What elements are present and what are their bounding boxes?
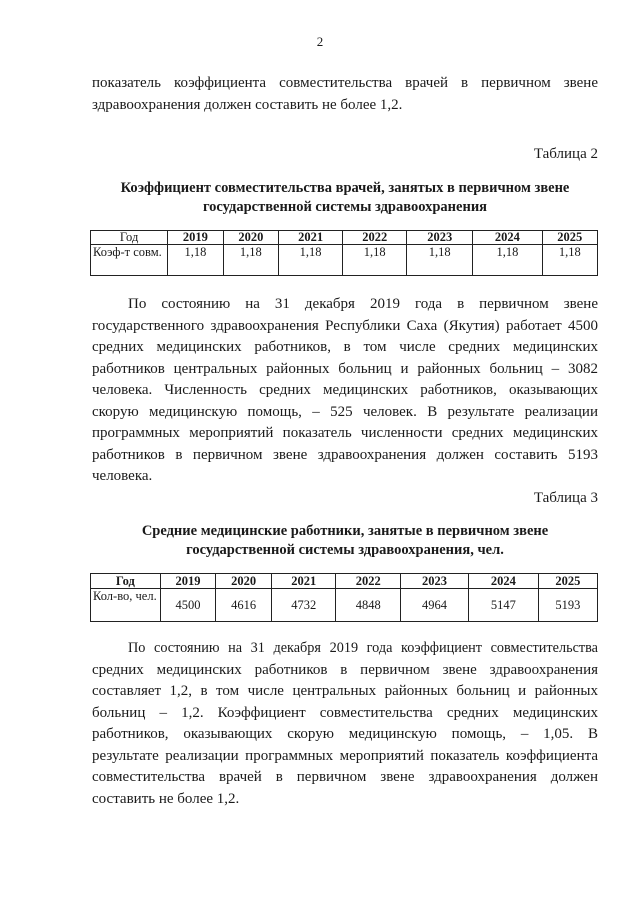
header-cell: 2023 [407,231,473,245]
value-cell: 1,18 [223,245,278,276]
row-label: Кол-во, чел. [91,589,161,622]
header-cell: 2019 [160,574,216,589]
table-header-row [91,231,598,245]
value-cell: 5193 [538,589,597,622]
paragraph-line: скорую медицинскую помощь, – 525 человек. В результате реализации [92,403,598,420]
table-row [91,245,598,276]
paragraph-line: государственного здравоохранения Республики Саха (Якутия) работает 4500 [92,317,598,334]
header-cell: 2020 [223,231,278,245]
header-cell: 2022 [336,574,400,589]
paragraph-3 [92,638,598,810]
paragraph-line: совместительства врачей в первичном звене здравоохранения должен [92,769,598,785]
value-cell: 1,18 [168,245,223,276]
paragraph-line: работников в первичном звене здравоохранения должен составить 5193 [92,446,598,463]
header-cell: 2024 [468,574,538,589]
page-number: 2 [316,34,324,49]
value-cell: 4616 [216,589,272,622]
paragraph-line: программных мероприятий показатель численности средних медицинских [92,425,598,441]
header-cell: 2021 [279,231,343,245]
table2 [90,230,598,276]
paragraph-line: показатель коэффициента совместительства врачей в первичном звене [92,75,598,91]
table-row [91,589,598,622]
paragraph-line: человека. Численность средних медицинских работников, оказывающих [92,382,598,398]
paragraph-line: больниц – 1,2. Коэффициент совместительства средних медицинских [92,704,598,721]
value-cell: 5147 [468,589,538,622]
table2-title [92,179,598,217]
paragraph-line: результате реализации программных мероприятий показатель коэффициента [92,747,598,764]
paragraph-line: здравоохранения должен составить не более 1,2. [92,96,403,113]
header-cell: 2025 [542,231,597,245]
intro-paragraph [92,73,598,116]
paragraph-line: работников центральных районных больниц и районных больниц – 3082 [92,360,598,377]
paragraph-line: составить не более 1,2. [92,790,240,807]
value-cell: 4500 [160,589,216,622]
paragraph-line: По состоянию на 31 декабря 2019 года в первичном звене [128,296,598,312]
row-label: Коэф-т совм. [91,245,168,276]
header-cell-year: Год [91,574,161,589]
value-cell: 4848 [336,589,400,622]
value-cell: 4732 [271,589,335,622]
table3-title [92,522,598,560]
table3 [90,573,598,622]
table2-title-line: государственной системы здравоохранения [202,199,488,215]
header-cell: 2024 [473,231,542,245]
value-cell: 1,18 [343,245,407,276]
value-cell: 1,18 [279,245,343,276]
header-cell: 2020 [216,574,272,589]
value-cell: 1,18 [407,245,473,276]
table-header-row [91,574,598,589]
table3-caption: Таблица 3 [533,490,598,506]
paragraph-line: человека. [92,468,153,484]
value-cell: 1,18 [473,245,542,276]
header-cell: 2023 [400,574,468,589]
header-cell: 2019 [168,231,223,245]
paragraph-line: составляет 1,2, в том числе центральных районных больниц и районных [92,683,598,699]
table3-title-line: Средние медицинские работники, занятые в первичном звене [141,523,549,539]
paragraph-line: По состоянию на 31 декабря 2019 года коэффициент совместительства [128,640,598,656]
header-cell: 2022 [343,231,407,245]
header-cell: 2025 [538,574,597,589]
paragraph-line: средних медицинских работников, в том числе средних медицинских [92,339,598,355]
paragraph-2 [92,294,598,488]
value-cell: 4964 [400,589,468,622]
header-cell: 2021 [271,574,335,589]
header-cell-year: Год [91,231,168,245]
table2-caption: Таблица 2 [533,146,598,162]
paragraph-line: работников, оказывающих скорую медицинскую помощь, – 1,05. В [92,726,598,742]
table3-title-line: государственной системы здравоохранения, чел. [186,542,504,558]
table2-title-line: Коэффициент совместительства врачей, занятых в первичном звене [120,180,570,196]
value-cell: 1,18 [542,245,597,276]
paragraph-line: средних медицинских работников в первичном звене здравоохранения [92,661,598,678]
